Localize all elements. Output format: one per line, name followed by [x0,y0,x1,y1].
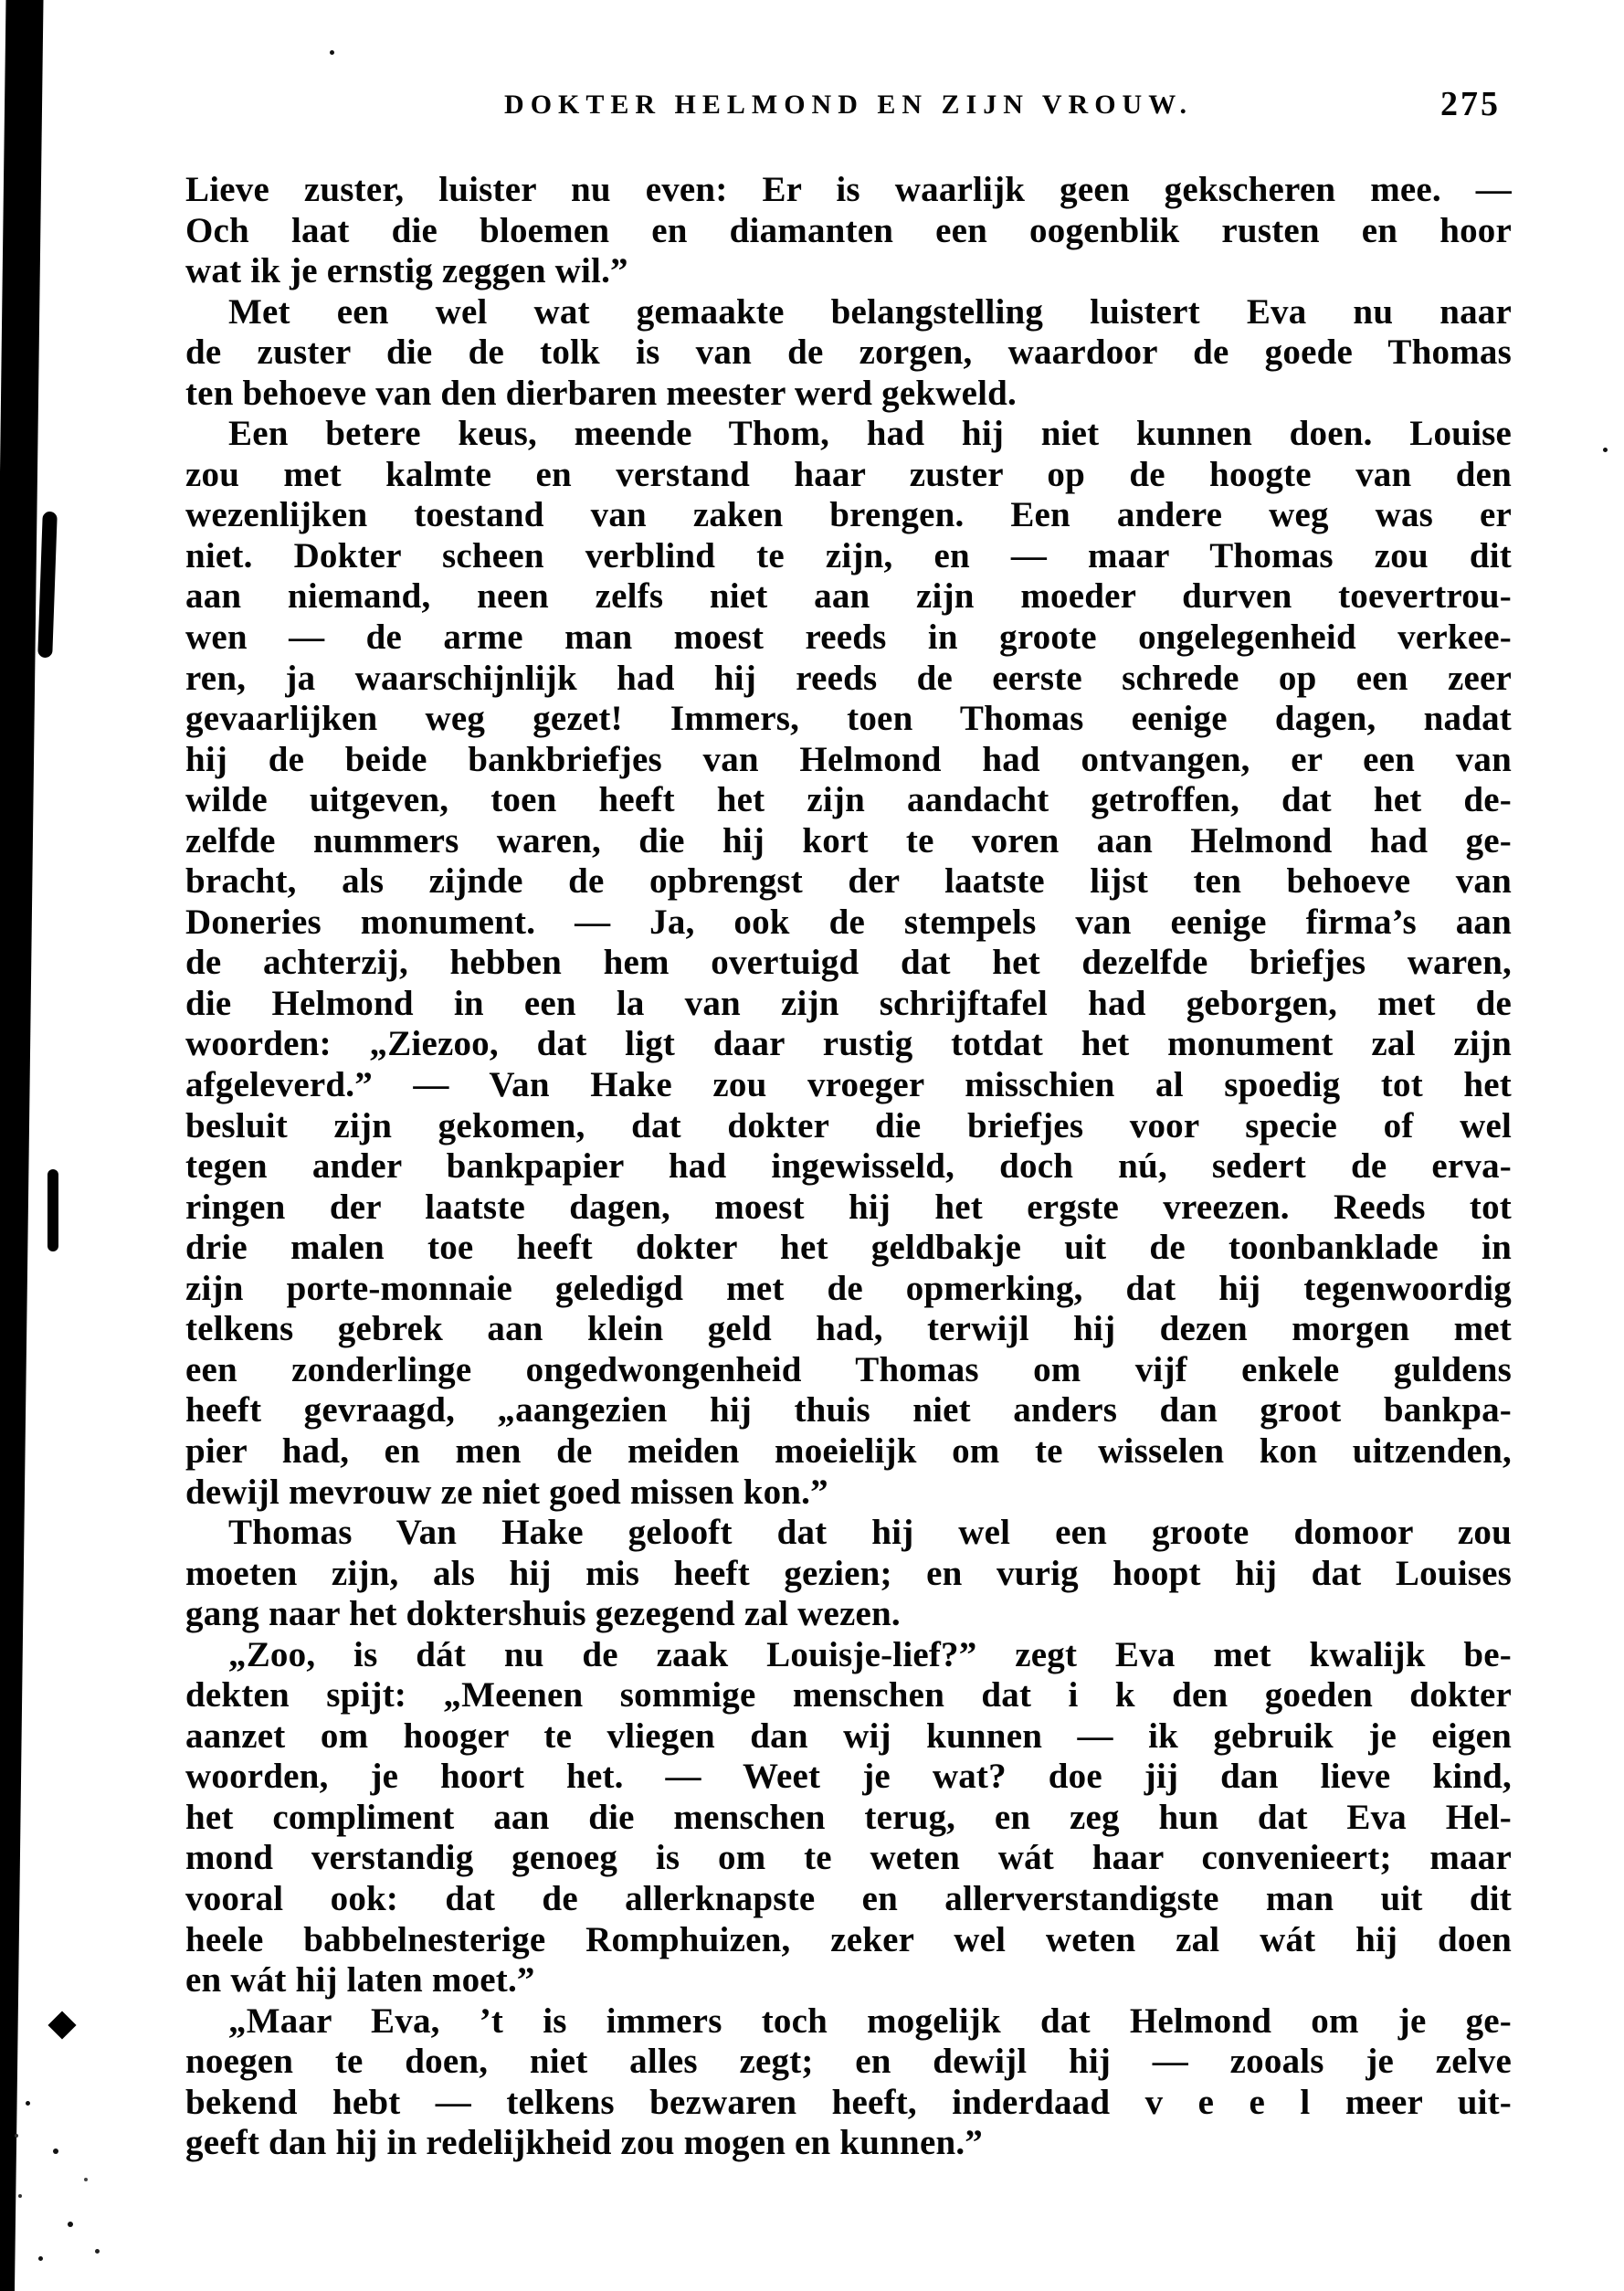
text-line: ren, ja waarschijnlijk had hij reeds de eerste schrede op een zeer [185,658,1512,698]
scan-speckle [68,2222,73,2227]
text-line: vooral ook: dat de allerknapste en allerverstandigste man uit dit [185,1878,1512,1918]
text-line: noegen te doen, niet alles zegt; en dewijl hij — zooals je zelve [185,2042,1512,2082]
text-line: Een betere keus, meende Thom, had hij niet kunnen doen. Louise [228,414,1512,454]
scan-artifact-bump [37,512,58,658]
text-line: wat ik je ernstig zeggen wil.” [185,251,628,291]
text-line: drie malen toe heeft dokter het geldbakje uit de toonbanklade in [185,1228,1512,1268]
text-line: zelfde nummers waren, die hij kort te voren aan Helmond had ge- [185,820,1512,860]
text-line: het compliment aan die menschen terug, en zeg hun dat Eva Hel- [185,1797,1512,1837]
page-number: 275 [1440,85,1501,123]
text-line: heele babbelnesterige Romphuizen, zeker wel weten zal wát hij doen [185,1919,1512,1959]
page-header [185,84,1512,132]
text-line: pier had, en men de meiden moeielijk om te wisselen kon uitzenden, [185,1431,1512,1471]
text-line: zijn porte-monnaie geledigd met de opmerking, dat hij tegenwoordig [185,1268,1512,1308]
text-line: besluit zijn gekomen, dat dokter die briefjes voor specie of wel [185,1105,1512,1146]
text-line: Thomas Van Hake gelooft dat hij wel een groote domoor zou [228,1513,1512,1553]
text-line: ten behoeve van den dierbaren meester werd gekweld. [185,373,1017,413]
text-line: Doneries monument. — Ja, ook de stempels van eenige firma’s aan [185,902,1512,942]
scan-speckle [1603,448,1608,452]
text-line: dewijl mevrouw ze niet goed missen kon.” [185,1472,828,1512]
scan-speckle [53,2148,58,2154]
text-line: de zuster die de tolk is van de zorgen, waardoor de goede Thomas [185,333,1512,373]
scan-speckle [15,2134,18,2138]
text-line: woorden: „Ziezoo, dat ligt daar rustig totdat het monument zal zijn [185,1024,1512,1064]
text-line: zou met kalmte en verstand haar zuster op de hoogte van den [185,454,1512,494]
scan-speckle [38,2256,43,2261]
text-block [185,170,1512,2164]
text-line: geeft dan hij in redelijkheid zou mogen en kunnen.” [185,2123,983,2163]
text-line: wen — de arme man moest reeds in groote ongelegenheid verkee- [185,618,1512,658]
scan-artifact-blob [47,2011,76,2039]
scan-speckle [330,50,334,55]
text-line: gang naar het doktershuis gezegend zal wezen. [185,1594,901,1634]
scan-artifact-left-bar [0,0,44,2291]
text-line: aan niemand, neen zelfs niet aan zijn moeder durven toevertrou- [185,576,1512,617]
text-line: niet. Dokter scheen verblind te zijn, en — maar Thomas zou dit [185,535,1512,575]
text-line: afgeleverd.” — Van Hake zou vroeger misschien al spoedig tot het [185,1065,1512,1105]
text-line: dekten spijt: „Meenen sommige menschen dat i k den goeden dokter [185,1675,1512,1716]
text-line: een zonderlinge ongedwongenheid Thomas om vijf enkele guldens [185,1349,1512,1389]
text-line: gevaarlijken weg gezet! Immers, toen Thomas eenige dagen, nadat [185,699,1512,739]
text-line: aanzet om hooger te vliegen dan wij kunnen — ik gebruik je eigen [185,1716,1512,1756]
text-line: ringen der laatste dagen, moest hij het ergste vreezen. Reeds tot [185,1187,1512,1227]
running-title: DOKTER HELMOND EN ZIJN VROUW. [504,90,1193,120]
scan-artifact-bump [47,1169,58,1251]
text-line: telkens gebrek aan klein geld had, terwijl hij dezen morgen met [185,1309,1512,1349]
text-line: tegen ander bankpapier had ingewisseld, doch nú, sedert de erva- [185,1146,1512,1187]
text-line: Lieve zuster, luister nu even: Er is waarlijk geen gekscheren mee. — [185,170,1512,209]
text-line: woorden, je hoort het. — Weet je wat? doe jij dan lieve kind, [185,1757,1512,1797]
text-line: bracht, als zijnde de opbrengst der laatste lijst ten behoeve van [185,861,1512,902]
text-line: heeft gevraagd, „aangezien hij thuis niet anders dan groot bankpa- [185,1390,1512,1431]
scan-speckle [95,2249,100,2254]
text-line: wilde uitgeven, toen heeft het zijn aandacht getroffen, dat het de- [185,780,1512,820]
scan-speckle [84,2178,88,2181]
scan-speckle [18,2194,22,2198]
text-line: „Maar Eva, ’t is immers toch mogelijk dat Helmond om je ge- [228,2001,1512,2041]
text-line: hij de beide bankbriefjes van Helmond had ontvangen, er een van [185,739,1512,779]
text-line: mond verstandig genoeg is om te weten wát haar convenieert; maar [185,1838,1512,1878]
text-line: Met een wel wat gemaakte belangstelling luistert Eva nu naar [228,291,1512,332]
text-line: en wát hij laten moet.” [185,1960,535,2001]
scan-speckle [26,2101,30,2106]
text-line: „Zoo, is dát nu de zaak Louisje-lief?” zegt Eva met kwalijk be- [228,1634,1512,1674]
text-line: de achterzij, hebben hem overtuigd dat het dezelfde briefjes waren, [185,943,1512,983]
text-line: die Helmond in een la van zijn schrijftafel had geborgen, met de [185,983,1512,1023]
text-line: bekend hebt — telkens bezwaren heeft, inderdaad v e e l meer uit- [185,2082,1512,2122]
text-line: wezenlijken toestand van zaken brengen. Een andere weg was er [185,495,1512,535]
text-line: Och laat die bloemen en diamanten een oogenblik rusten en hoor [185,210,1512,250]
text-line: moeten zijn, als hij mis heeft gezien; en vurig hoopt hij dat Louises [185,1553,1512,1593]
